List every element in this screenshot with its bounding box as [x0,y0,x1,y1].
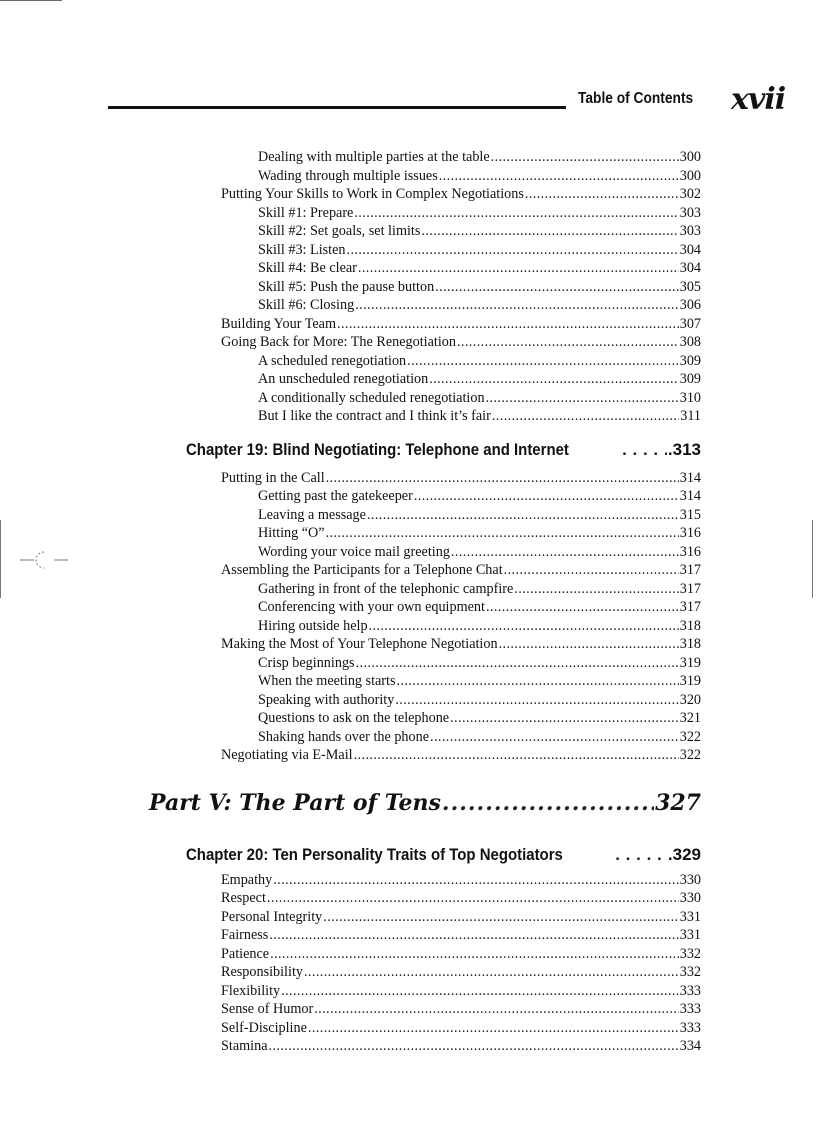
toc-entry: Respect ..... 330 [221,890,701,907]
toc-entry: Sense of Humor ..... 333 [221,1001,701,1018]
page-number: xvii [731,82,786,117]
toc-entry: Self-Discipline ..... 333 [221,1020,701,1037]
toc-entry: Flexibility ..... 333 [221,983,701,1000]
toc-entry: Hiring outside help ..... 318 [258,618,701,635]
crop-mark-left [0,520,1,598]
toc-entry: Skill #2: Set goals, set limits ..... 303 [258,223,701,240]
toc-entry: A conditionally scheduled renegotiation ..... 310 [258,390,701,407]
toc-entry: Building Your Team ..... 307 [221,316,701,333]
toc-entry: Empathy ..... 330 [221,872,701,889]
toc-entry: Gathering in front of the telephonic campfire ..... 317 [258,581,701,598]
toc-entry: When the meeting starts ..... 319 [258,673,701,690]
chapter-heading: Chapter 20: Ten Personality Traits of Top Negotiators . . . .329 [186,845,701,865]
toc-entry: Skill #3: Listen ..... 304 [258,242,701,259]
registration-mark-icon [20,548,68,572]
toc-entry: Putting in the Call ..... 314 [221,470,701,487]
toc-entry: Skill #4: Be clear ..... 304 [258,260,701,277]
toc-entry: Wading through multiple issues ..... 300 [258,168,701,185]
toc-entry: Patience ..... 332 [221,946,701,963]
toc-entry: A scheduled renegotiation ..... 309 [258,353,701,370]
chapter-heading: Chapter 19: Blind Negotiating: Telephone and Internet . . . .313 [186,440,701,460]
toc-entry: Stamina ..... 334 [221,1038,701,1055]
toc-entry: Leaving a message ..... 315 [258,507,701,524]
toc-entry: Skill #1: Prepare ..... 303 [258,205,701,222]
toc-entry: Putting Your Skills to Work in Complex Negotiations ..... 302 [221,186,701,203]
part-heading: Part V: The Part of Tens ..... 327 [149,790,701,816]
toc-entry: Responsibility ..... 332 [221,964,701,981]
toc-entry: Skill #5: Push the pause button ..... 305 [258,279,701,296]
toc-entry: Conferencing with your own equipment ..... 317 [258,599,701,616]
toc-entry: Dealing with multiple parties at the table ..... 300 [258,149,701,166]
toc-entry: Making the Most of Your Telephone Negotiation ..... 318 [221,636,701,653]
toc-entry: Hitting “O” ..... 316 [258,525,701,542]
header-rule [108,106,566,109]
toc-entry: Negotiating via E-Mail ..... 322 [221,747,701,764]
toc-entry: Going Back for More: The Renegotiation ..... 308 [221,334,701,351]
crop-mark-top [0,0,62,1]
toc-entry: Speaking with authority ..... 320 [258,692,701,709]
running-header-title: Table of Contents [578,90,694,107]
toc-entry: Assembling the Participants for a Telephone Chat ..... 317 [221,562,701,579]
toc-entry: But I like the contract and I think it’s fair ..... 311 [258,408,701,425]
toc-entry: Getting past the gatekeeper ..... 314 [258,488,701,505]
toc-entry: Questions to ask on the telephone ..... 321 [258,710,701,727]
toc-entry: Crisp beginnings ..... 319 [258,655,701,672]
toc-entry: Personal Integrity ..... 331 [221,909,701,926]
toc-entry: Fairness ..... 331 [221,927,701,944]
toc-entry: Shaking hands over the phone ..... 322 [258,729,701,746]
toc-entry: Wording your voice mail greeting ..... 316 [258,544,701,561]
toc-entry: Skill #6: Closing ..... 306 [258,297,701,314]
toc-entry: An unscheduled renegotiation ..... 309 [258,371,701,388]
crop-mark-right [812,520,813,598]
